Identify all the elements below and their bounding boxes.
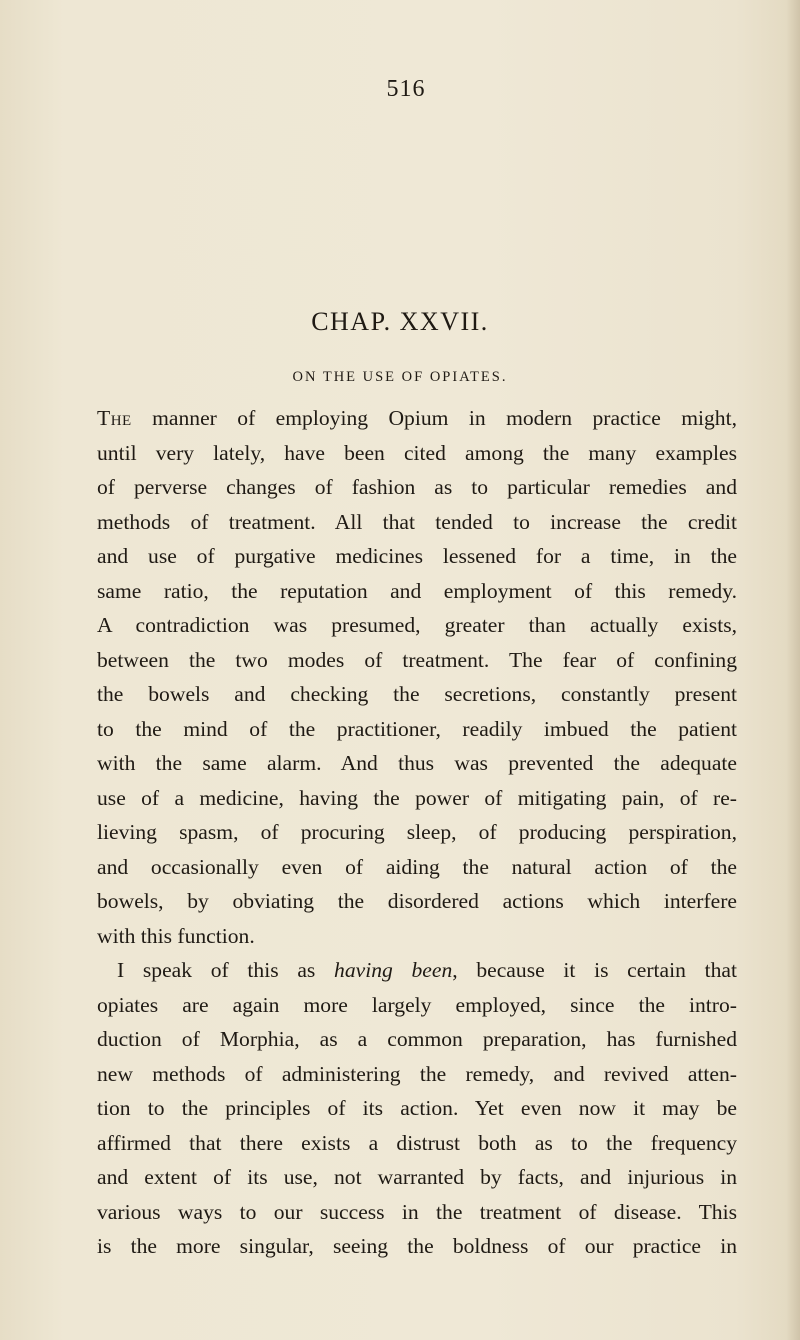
page-edge-shadow: [786, 0, 800, 1340]
drop-word: The: [97, 406, 132, 430]
text-line: and use of purgative medicines lessened for a time, in the: [97, 544, 737, 568]
text-line: of perverse changes of fashion as to particular remedies and: [97, 475, 737, 499]
text-line: opiates are again more largely employed, since the intro-: [97, 992, 737, 1017]
text-line: lieving spasm, of procuring sleep, of producing perspiration,: [97, 820, 737, 844]
text-line: tion to the principles of its action. Yet even now it may be: [97, 1096, 737, 1120]
text-line: to the mind of the practitioner, readily imbued the patient: [97, 716, 737, 741]
text-line: A contradiction was presumed, greater than actually exists,: [97, 613, 737, 637]
page-number: 516: [386, 76, 426, 102]
text-line: and extent of its use, not warranted by facts, and injurious in: [97, 1165, 737, 1189]
paragraph-2: [97, 953, 737, 1264]
text-line: I speak of this as having been, because it is certain that: [117, 958, 737, 982]
body-text: [97, 401, 737, 1264]
chapter-heading: CHAP. XXVII.: [311, 307, 489, 336]
text-line: The manner of employing Opium in modern practice might,: [97, 406, 737, 430]
section-heading: ON THE USE OF OPIATES.: [292, 369, 508, 385]
text-line: with the same alarm. And thus was prevented the adequate: [97, 751, 737, 775]
text-line: use of a medicine, having the power of mitigating pain, of re-: [97, 785, 737, 810]
text-line: is the more singular, seeing the boldness of our practice in: [97, 1234, 737, 1258]
text-line: with this function.: [97, 923, 255, 948]
text-line: until very lately, have been cited among the many examples: [97, 440, 737, 465]
paragraph-1: [97, 401, 737, 953]
text-line: new methods of administering the remedy, and revived atten-: [97, 1061, 737, 1086]
text-line: various ways to our success in the treatment of disease. This: [97, 1199, 737, 1224]
text-line: duction of Morphia, as a common preparation, has furnished: [97, 1027, 737, 1051]
italic-phrase: having been: [334, 958, 453, 982]
text-line: same ratio, the reputation and employment of this remedy.: [97, 578, 737, 603]
text-line: bowels, by obviating the disordered actions which interfere: [97, 889, 737, 913]
text-line: methods of treatment. All that tended to increase the credit: [97, 509, 737, 534]
text-line: and occasionally even of aiding the natural action of the: [97, 854, 737, 879]
text-line: affirmed that there exists a distrust both as to the frequency: [97, 1130, 737, 1155]
text-line: between the two modes of treatment. The fear of confining: [97, 647, 737, 672]
text-line: the bowels and checking the secretions, constantly present: [97, 682, 737, 706]
